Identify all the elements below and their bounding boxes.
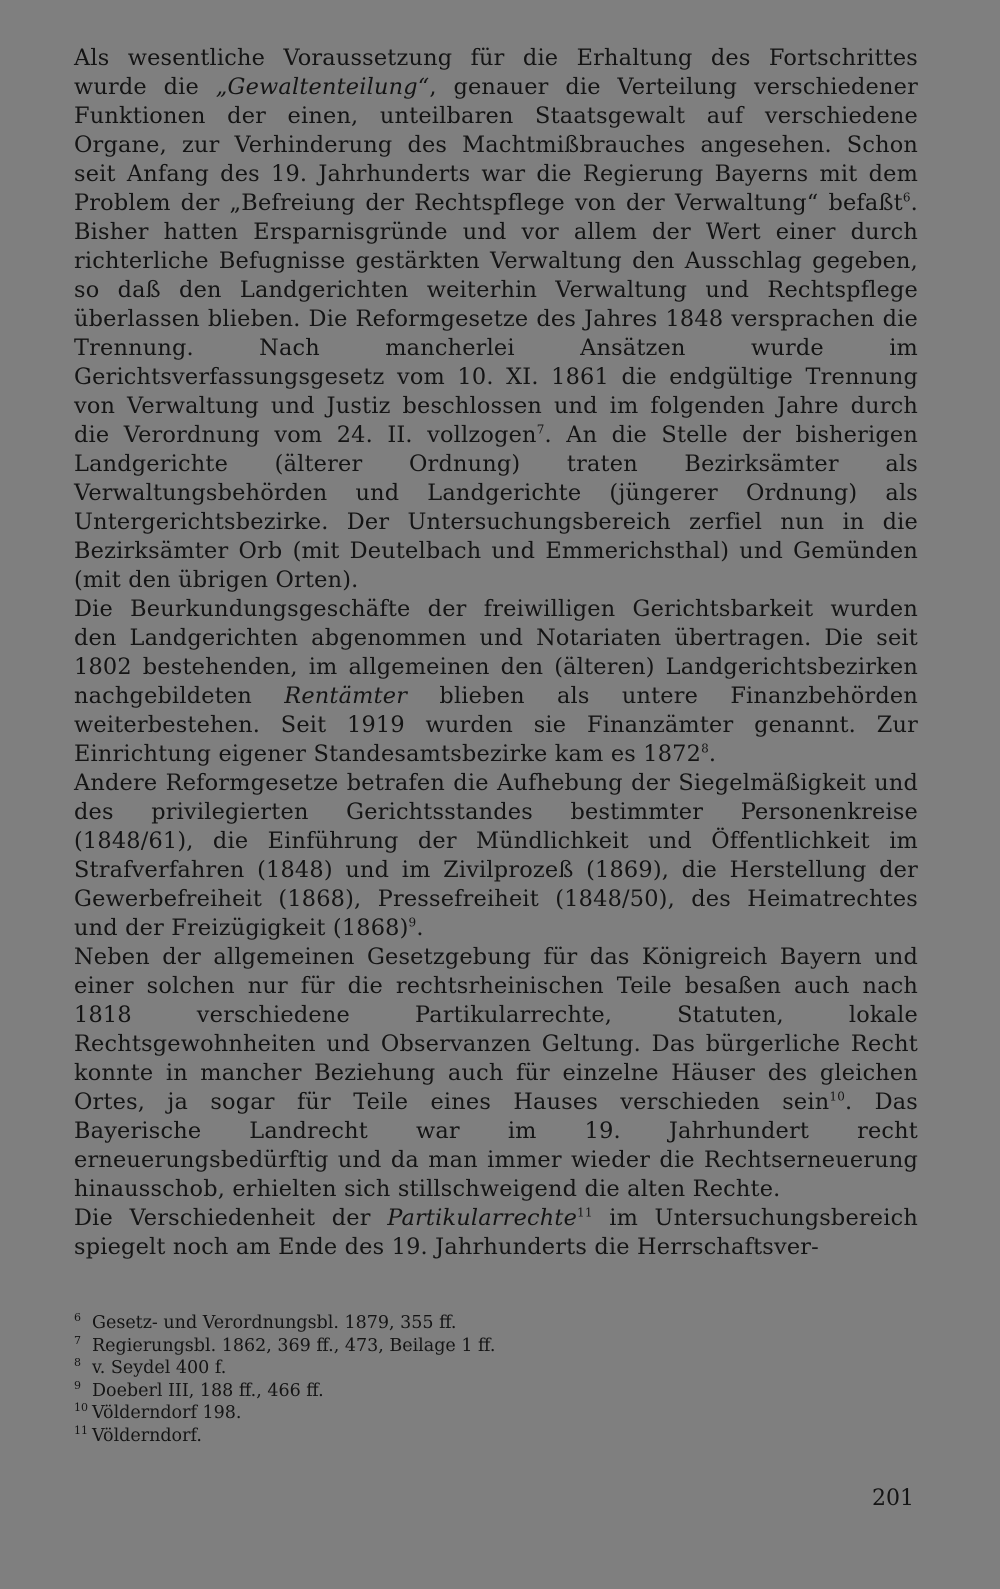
paragraph	[74, 943, 918, 1204]
footnote-reference: 8	[701, 741, 709, 756]
footnote-text: v. Seydel 400 f.	[92, 1358, 227, 1378]
text-run: . Bisher hatten Ersparnisgründe und vor allem der Wert einer durch richterliche Befugnisse gestärkten Verwaltung den Ausschlag gegeben, so daß den Landgerichten weiterhin Verwaltung und Rechtspflege überlassen blieben. Die Reformgesetze des Jahres 1848 versprachen die Trennung. Nach mancherlei Ansätzen wurde im Gerichtsverfassungsgesetz vom 10. XI. 1861 die endgültige Trennung von Verwaltung und Justiz beschlossen und im folgenden Jahre durch die Verordnung vom 24. II. vollzogen	[74, 190, 918, 448]
footnote-text: Regierungsbl. 1862, 369 ff., 473, Beilage 1 ff.	[92, 1335, 496, 1356]
footnote-reference: 6	[902, 190, 911, 205]
footnote-text: Völderndorf 198.	[92, 1403, 242, 1423]
emphasized-term: Rentämter	[284, 683, 408, 709]
footnote: 10 Völderndorf 198.	[74, 1401, 242, 1423]
footnote-reference: 7	[536, 422, 545, 437]
footnote: 8 v. Seydel 400 f.	[74, 1356, 227, 1378]
text-run: .	[708, 741, 717, 767]
text-run: . An die Stelle der bisherigen Landgerichte (älterer Ordnung) traten Bezirksämter als Verwaltungsbehörden und Landgerichte (jüngerer Ordnung) als Untergerichtsbezirke. Der Untersuchungsbereich zerfiel nun in die Bezirksämter Orb (mit Deutelbach und Emmerichsthal) und Gemünden (mit den übrigen Orten).	[74, 422, 918, 593]
emphasized-term: Partikularrechte	[387, 1205, 578, 1231]
paragraph	[74, 595, 918, 769]
footnote: 6 Gesetz- und Verordnungsbl. 1879, 355 ff.	[74, 1311, 457, 1333]
footnote-text: Gesetz- und Verordnungsbl. 1879, 355 ff.	[92, 1313, 457, 1333]
body-text	[74, 44, 918, 1262]
text-run: , genauer die Verteilung verschiedener Funktionen der einen, unteilbaren Staatsgewalt auf verschiedene Organe, zur Verhinderung des Machtmißbrauches angesehen. Schon seit Anfang des 19. Jahrhunderts war die Regierung Bayerns mit dem Problem der „Befreiung der Rechtspflege von der Verwaltung“ befaßt	[74, 74, 918, 216]
paragraph	[74, 1204, 918, 1262]
text-run: .	[416, 915, 424, 941]
footnotes	[74, 1312, 495, 1447]
footnote-text: Völderndorf.	[92, 1425, 202, 1446]
page-number: 201	[872, 1486, 914, 1511]
text-run: Andere Reformgesetze betrafen die Aufhebung der Siegelmäßigkeit und des privilegierten Gerichtsstandes bestimmter Personenkreise (1848/61), die Einführung der Mündlichkeit und Öffentlichkeit im Strafverfahren (1848) und im Zivilprozeß (1869), die Herstellung der Gewerbefreiheit (1868), Pressefreiheit (1848/50), des Heimatrechtes und der Freizügigkeit (1868)	[74, 770, 918, 941]
footnote: 9 Doeberl III, 188 ff., 466 ff.	[74, 1378, 324, 1401]
text-run: Neben der allgemeinen Gesetzgebung für das Königreich Bayern und einer solchen nur für die rechtsrheinischen Teile besaßen auch nach 1818 verschiedene Partikularrechte, Statuten, lokale Rechtsgewohnheiten und Observanzen Geltung. Das bürgerliche Recht konnte in mancher Beziehung auch für einzelne Häuser des gleichen Ortes, ja sogar für Teile eines Hauses verschieden sein	[74, 944, 918, 1115]
footnote: 11 Völderndorf.	[74, 1423, 202, 1446]
paragraph	[74, 44, 918, 595]
footnote-reference: 10	[829, 1089, 846, 1104]
paragraph	[74, 769, 918, 943]
footnote: 7 Regierungsbl. 1862, 369 ff., 473, Beilage 1 ff.	[74, 1333, 496, 1356]
text-run: . Das Bayerische Landrecht war im 19. Jahrhundert recht erneuerungsbedürftig und da man immer wieder die Rechtserneuerung hinausschob, erhielten sich stillschweigend die alten Rechte.	[74, 1089, 918, 1202]
text-run: im Untersuchungsbereich spiegelt noch am Ende des 19. Jahrhunderts die Herrschaftsver-	[74, 1205, 918, 1260]
footnote-reference: 11	[577, 1205, 593, 1220]
text-run: Die Verschiedenheit der	[74, 1205, 388, 1231]
text-run: blieben als untere Finanzbehörden weiterbestehen. Seit 1919 wurden sie Finanzämter genannt. Zur Einrichtung eigener Standesamtsbezirke kam es 1872	[74, 683, 918, 767]
footnote-reference: 9	[408, 915, 417, 930]
footnote-text: Doeberl III, 188 ff., 466 ff.	[92, 1380, 324, 1401]
text-run: Als wesentliche Voraussetzung für die Erhaltung des Fortschrittes wurde die	[74, 45, 918, 100]
emphasized-term: „Gewaltenteilung“	[215, 74, 430, 100]
text-run: Die Beurkundungsgeschäfte der freiwilligen Gerichtsbarkeit wurden den Landgerichten abgenommen und Notariaten übertragen. Die seit 1802 bestehenden, im allgemeinen den (älteren) Landgerichtsbezirken nachgebildeten	[74, 596, 918, 709]
page-body	[74, 44, 918, 1262]
